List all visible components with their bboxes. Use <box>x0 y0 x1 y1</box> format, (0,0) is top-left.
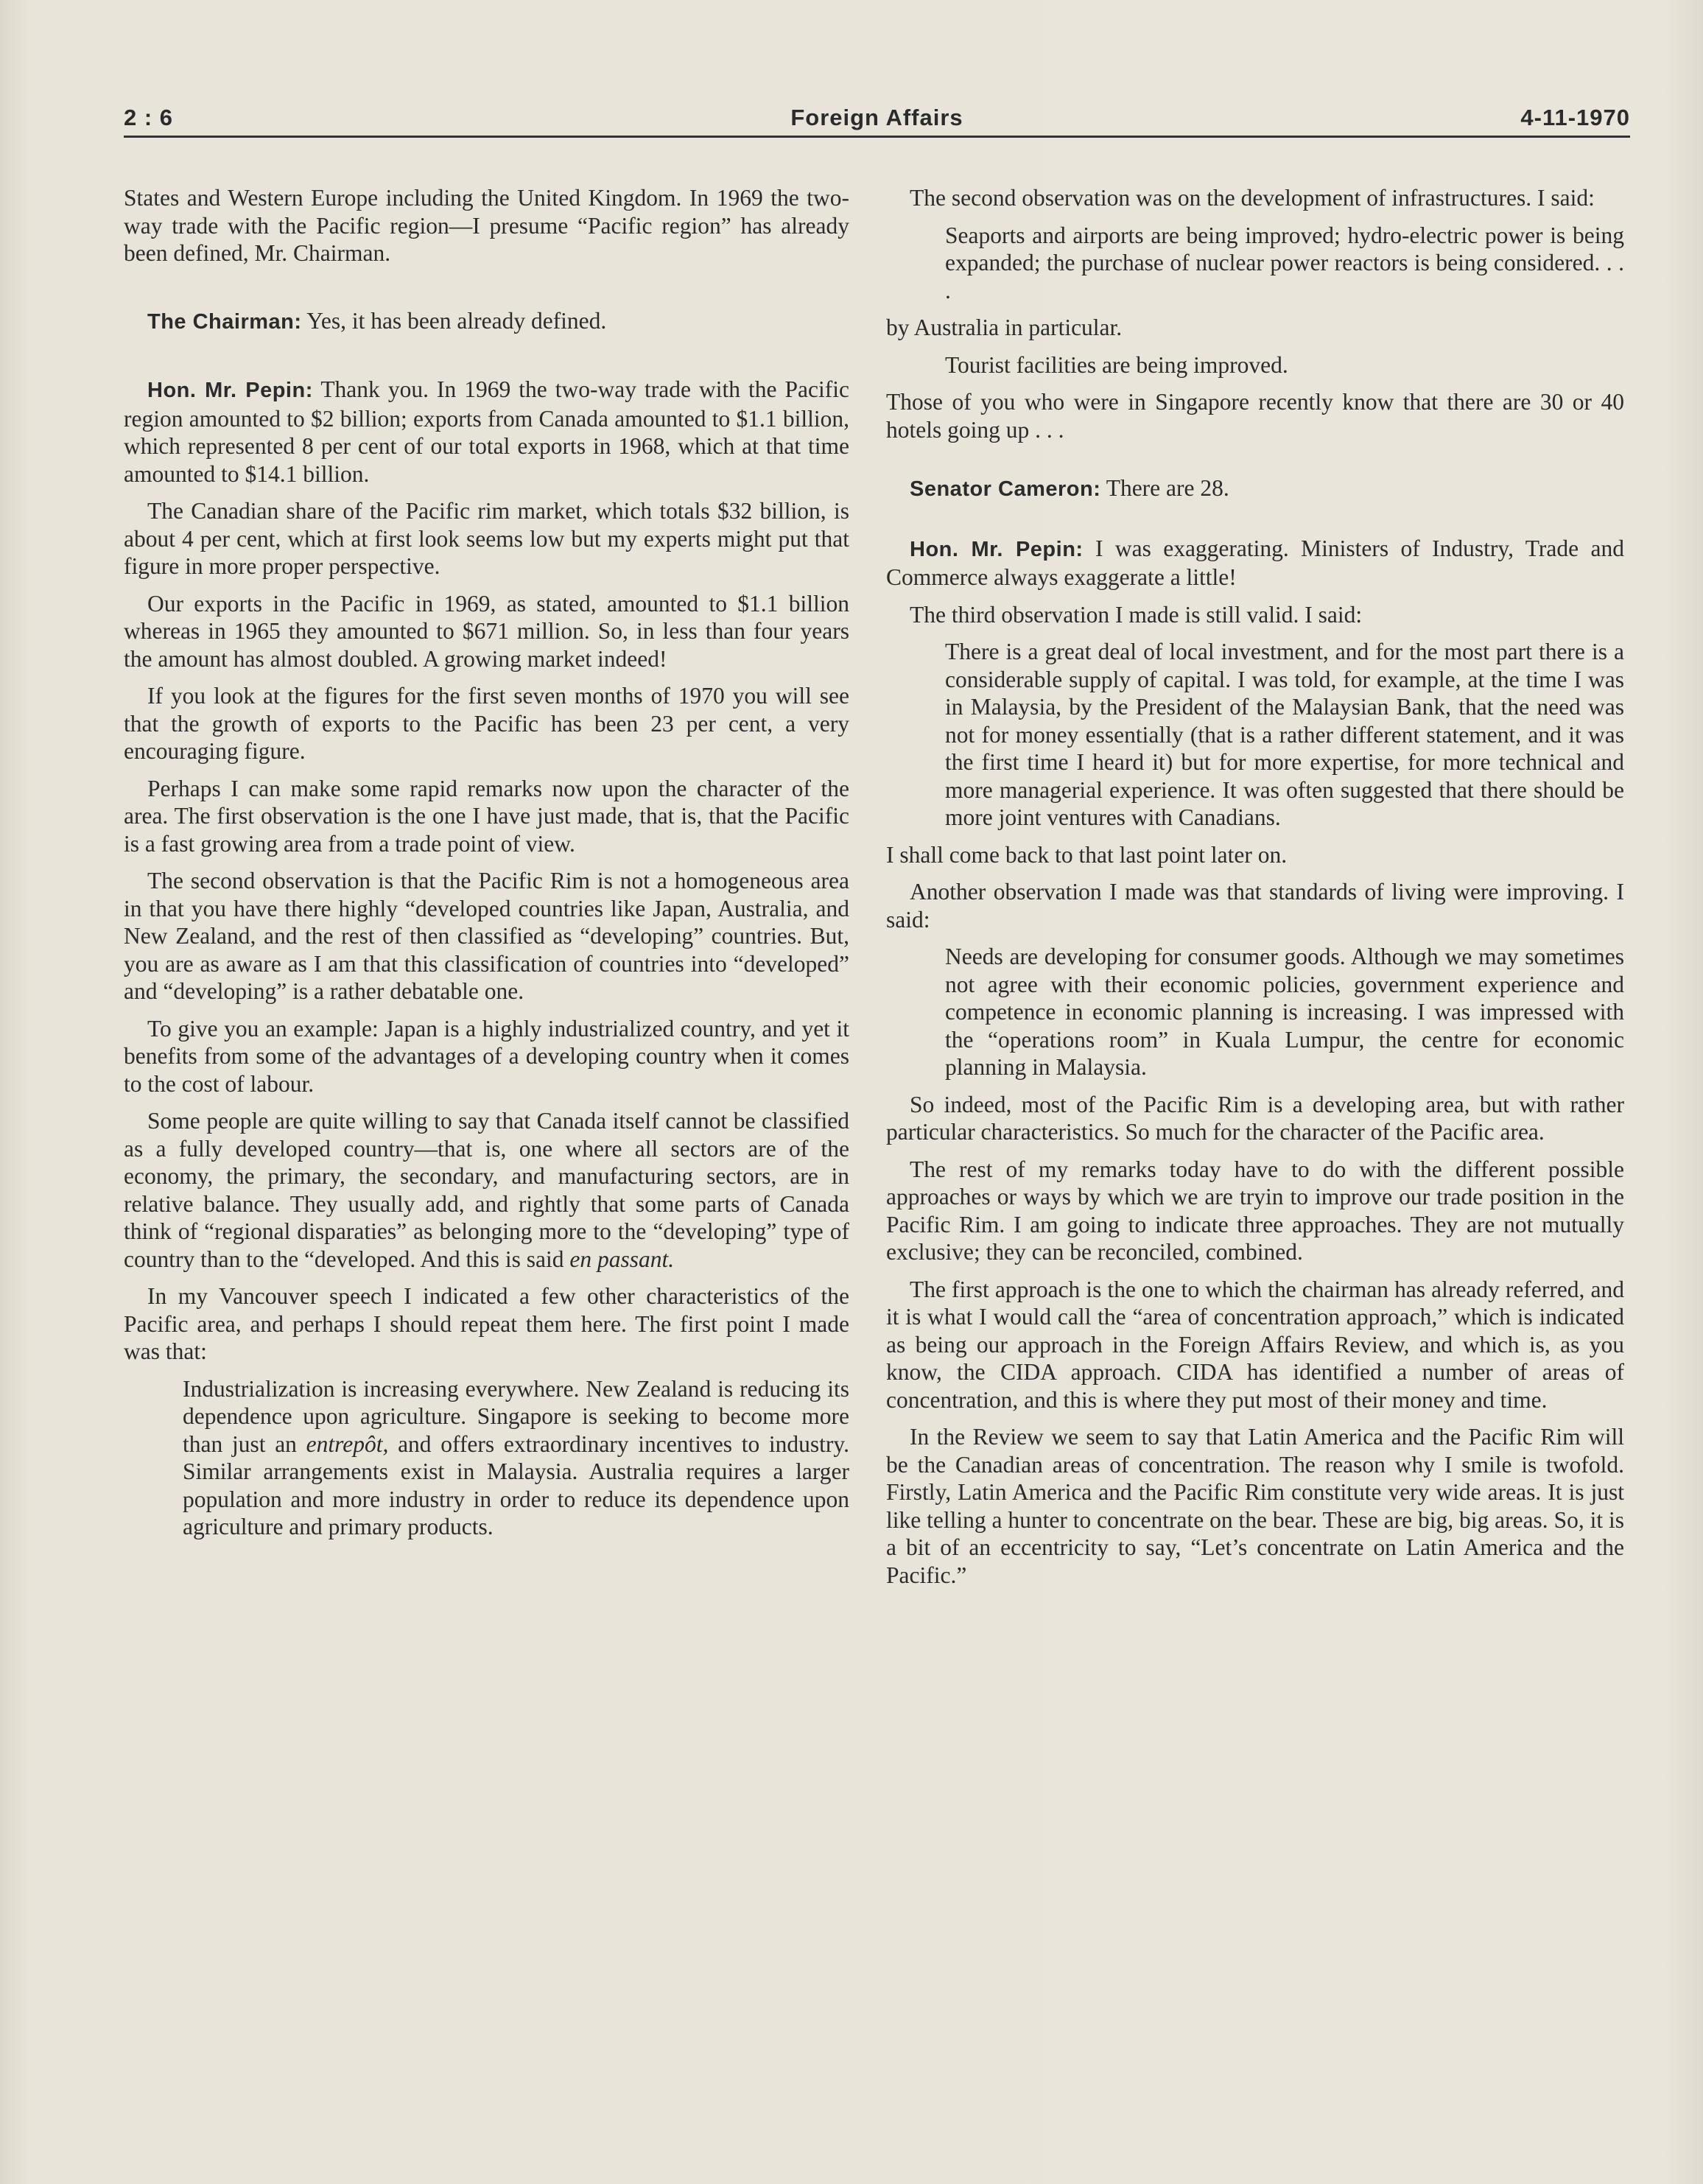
paragraph <box>124 376 849 488</box>
quote-text: Industrialization is increasing everywhere. New Zealand is reducing its dependence upon agriculture. Singapore is seeking to become more than just an <box>183 1375 849 1457</box>
block-quote: There is a great deal of local investment, and for the most part there is a considerable supply of capital. I was told, for example, at the time I was in Malaysia, by the President of the Malaysian Bank, that the need was not for money essentially (that is a rather different statement, and it was the first time I heard it) but for more expertise, for more technical and more managerial experience. It was often suggested that there should be more joint ventures with Canadians. <box>945 639 1624 830</box>
paragraph: States and Western Europe including the United Kingdom. In 1969 the two-way trade with the Pacific region—I presume “Pacific region” has already been defined, Mr. Chairman. <box>124 185 849 266</box>
left-column <box>124 184 849 1551</box>
paragraph <box>886 535 1624 591</box>
paragraph: The rest of my remarks today have to do with the different possible approaches or ways by which we are tryin to improve our trade position in the Pacific Rim. I am going to indicate three approaches. They are not mutually exclusive; they can be reconciled, combined. <box>886 1156 1624 1265</box>
block-quote <box>183 1375 849 1541</box>
speech-text: Thank you. In 1969 the two-way trade with the Pacific region amounted to $2 billion; exports from Canada amounted to $1.1 billion, which represented 8 per cent of our total exports in 1968, which at that time amounted to $14.1 billion. <box>124 376 849 487</box>
paragraph <box>886 474 1624 504</box>
paragraph: The second observation is that the Pacific Rim is not a homogeneous area in that you have there highly “developed countries like Japan, Australia, and New Zealand, and the rest of then classified as “developing” countries. But, you are as aware as I am that this classification of countries into “developed” and “developing” is a rather debatable one. <box>124 868 849 1004</box>
header-date: 4-11-1970 <box>1520 105 1630 130</box>
paragraph: I shall come back to that last point later on. <box>886 841 1288 868</box>
running-title: Foreign Affairs <box>790 105 963 130</box>
paragraph: To give you an example: Japan is a highly industrialized country, and yet it benefits from some of the advantages of a developing country when it comes to the cost of labour. <box>124 1015 849 1097</box>
paragraph: The second observation was on the development of infrastructures. I said: <box>910 185 1595 211</box>
speaker-name: Senator Cameron: <box>910 477 1101 501</box>
paragraph: The first approach is the one to which the chairman has already referred, and it is what I would call the “area of concentration approach,” which is indicated as being our approach in the Foreign Affairs Review, and which is, as you know, the CIDA approach. CIDA has identified a number of areas of concentration, and this is where they put most of their money and time. <box>886 1276 1624 1413</box>
paragraph: The Canadian share of the Pacific rim market, which totals $32 billion, is about 4 per cent, which at first look seems low but my experts might put that figure in more proper perspective. <box>124 498 849 579</box>
paragraph: by Australia in particular. <box>886 315 1123 340</box>
italic-phrase: en passant. <box>569 1246 675 1272</box>
paragraph: Those of you who were in Singapore recently know that there are 30 or 40 hotels going up . . . <box>886 389 1624 443</box>
speaker-name: Hon. Mr. Pepin: <box>147 379 313 402</box>
paragraph: Another observation I made was that standards of living were improving. I said: <box>886 879 1624 933</box>
paragraph: So indeed, most of the Pacific Rim is a developing area, but with rather particular characteristics. So much for the character of the Pacific area. <box>886 1091 1624 1145</box>
paragraph: The third observation I made is still valid. I said: <box>910 601 1363 628</box>
page-number: 2 : 6 <box>124 105 174 130</box>
speech-text: I was exaggerating. Ministers of Industry, Trade and Commerce always exaggerate a little! <box>886 535 1624 590</box>
speech-text: Some people are quite willing to say that Canada itself cannot be classified as a fully developed country—that is, one where all sectors are of the economy, the primary, the secondary, and manufacturing sectors, are in relative balance. They usually add, and rightly that some parts of Canada think of “regional disparaties” as belonging more to the “developing” type of country than to the “developed. And this is said <box>124 1108 849 1272</box>
quote-text: and offers extraordinary incentives to industry. Similar arrangements exist in Malaysia. Australia requires a larger population and more industry in order to reduce its dependence upon agriculture and primary products. <box>183 1430 850 1539</box>
block-quote: Tourist facilities are being improved. <box>945 351 1288 378</box>
speaker-name: Hon. Mr. Pepin: <box>910 537 1084 561</box>
block-quote: Needs are developing for consumer goods. Although we may sometimes not agree with their economic policies, government experience and competence in economic planning is increasing. I was impressed with the “operations room” in Kuala Lumpur, the centre for economic planning in Malaysia. <box>945 944 1624 1080</box>
block-quote: Seaports and airports are being improved; hydro-electric power is being expanded; the purchase of nuclear power reactors is being considered. . . . <box>945 222 1624 303</box>
right-column <box>886 184 1624 1598</box>
paragraph <box>124 307 849 337</box>
speaker-name: The Chairman: <box>147 309 302 334</box>
paragraph: In my Vancouver speech I indicated a few other characteristics of the Pacific area, and perhaps I should repeat them here. The first point I made was that: <box>124 1283 849 1364</box>
speech-text: Yes, it has been already defined. <box>301 307 607 334</box>
paragraph: In the Review we seem to say that Latin America and the Pacific Rim will be the Canadian areas of concentration. The reason why I smile is twofold. Firstly, Latin America and the Pacific Rim constitute very wide areas. It is just like telling a hunter to concentrate on the bear. These are big, big areas. So, it is a bit of an eccentricity to say, “Let’s concentrate on Latin America and the Pacific.” <box>886 1424 1624 1588</box>
paragraph: Our exports in the Pacific in 1969, as stated, amounted to $1.1 billion whereas in 1965 they amounted to $671 million. So, in less than four years the amount has almost doubled. A growing market indeed! <box>124 590 849 672</box>
paragraph <box>124 1107 849 1273</box>
paragraph: Perhaps I can make some rapid remarks now upon the character of the area. The first observation is the one I have just made, that is, that the Pacific is a fast growing area from a trade point of view. <box>124 775 849 857</box>
paragraph: If you look at the figures for the first seven months of 1970 you will see that the growth of exports to the Pacific has been 23 per cent, a very encouraging figure. <box>124 683 849 764</box>
speech-text: There are 28. <box>1100 475 1229 501</box>
italic-phrase: entrepôt, <box>306 1430 389 1457</box>
page-header <box>124 102 1630 138</box>
